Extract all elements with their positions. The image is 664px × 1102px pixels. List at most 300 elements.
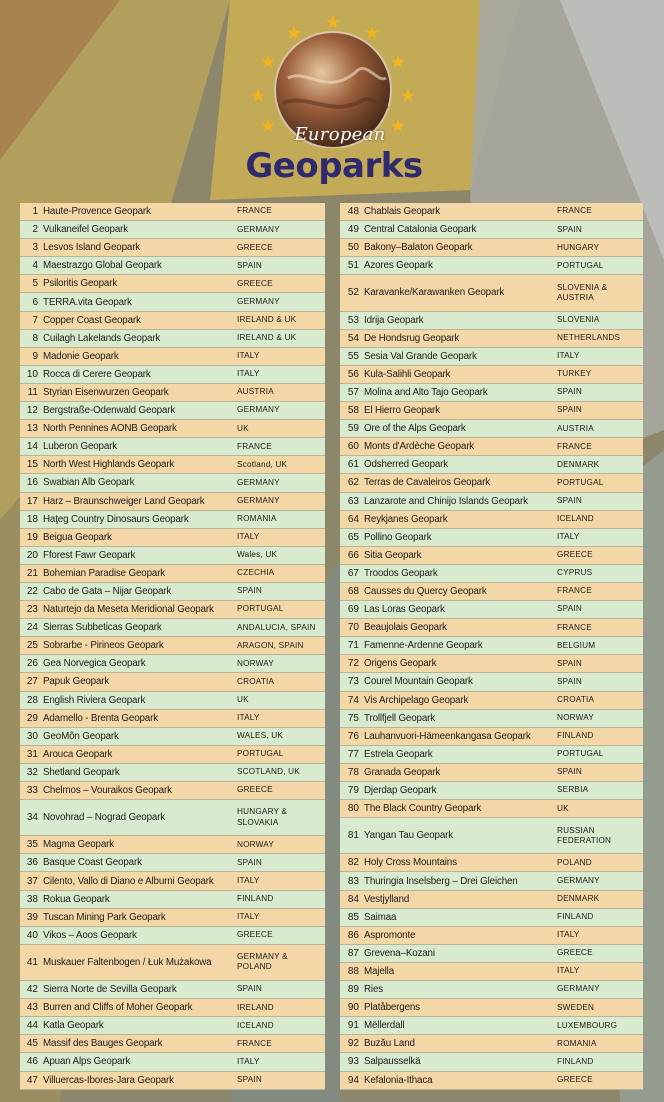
table-row (340, 275, 643, 311)
geopark-name: Terras de Cavaleiros Geopark (364, 477, 490, 489)
geopark-number: 80 (347, 803, 359, 815)
table-row (340, 348, 643, 366)
geopark-number: 50 (347, 242, 359, 254)
geopark-country: SWEDEN (557, 1002, 595, 1012)
table-row (340, 637, 643, 655)
geopark-number: 87 (347, 947, 359, 959)
table-row (340, 1053, 643, 1071)
geopark-country: NETHERLANDS (557, 333, 621, 343)
geopark-name: Arouca Geopark (43, 748, 113, 760)
geopark-name: Majella (364, 965, 394, 977)
geopark-name: Pollino Geopark (364, 531, 432, 543)
geopark-number: 72 (347, 658, 359, 670)
geopark-number: 89 (347, 984, 359, 996)
table-row (20, 1035, 325, 1053)
geopark-name: Djerdap Geopark (364, 785, 437, 797)
geopark-country: GREECE (237, 785, 273, 795)
geopark-country: FINLAND (557, 731, 594, 741)
geopark-country: ROMANIA (557, 1038, 597, 1048)
geopark-number: 59 (347, 423, 359, 435)
geopark-number: 25 (26, 640, 38, 652)
table-row (20, 456, 325, 474)
geopark-name: Sierras Subbeticas Geopark (43, 622, 162, 634)
geopark-number: 78 (347, 766, 359, 778)
table-row (20, 692, 325, 710)
geopark-number: 41 (26, 956, 38, 968)
geopark-name: Magma Geopark (43, 839, 115, 851)
table-row (20, 655, 325, 673)
geopark-number: 71 (347, 640, 359, 652)
table-row (20, 420, 325, 438)
geopark-country: FRANCE (237, 206, 272, 216)
geopark-number: 94 (347, 1074, 359, 1086)
geopark-country: ITALY (557, 351, 580, 361)
geopark-name: Grevena–Kozani (364, 947, 435, 959)
geopark-number: 5 (32, 278, 38, 290)
geopark-country: ITALY (237, 1056, 260, 1066)
table-row (340, 818, 643, 854)
geopark-country: GERMANY (557, 984, 600, 994)
geopark-country: PORTUGAL (237, 749, 284, 759)
geopark-number: 2 (32, 224, 38, 236)
table-row (20, 673, 325, 691)
table-row (20, 782, 325, 800)
geopark-number: 73 (347, 676, 359, 688)
geopark-country: PORTUGAL (557, 260, 604, 270)
geopark-name: Molina and Alto Tajo Geopark (364, 386, 488, 398)
geopark-name: Villuercas-Ibores-Jara Geopark (43, 1074, 174, 1086)
table-row (340, 692, 643, 710)
geopark-name: Saimaa (364, 911, 397, 923)
table-row (340, 1035, 643, 1053)
geopark-number: 42 (26, 984, 38, 996)
table-row (20, 764, 325, 782)
geopark-number: 93 (347, 1056, 359, 1068)
table-row (340, 456, 643, 474)
geopark-name: Vis Archipelago Geopark (364, 694, 469, 706)
geopark-name: Madonie Geopark (43, 350, 119, 362)
geopark-country: SPAIN (557, 495, 582, 505)
geopark-country: FRANCE (557, 586, 592, 596)
table-row (20, 474, 325, 492)
geopark-country: NORWAY (557, 713, 594, 723)
geopark-number: 16 (26, 477, 38, 489)
table-row (20, 275, 325, 293)
geopark-number: 18 (26, 513, 38, 525)
geopark-country: ITALY (237, 912, 260, 922)
geopark-number: 84 (347, 893, 359, 905)
geopark-name: Yangan Tau Geopark (364, 830, 453, 842)
geopark-name: Platåbergens (364, 1002, 420, 1014)
geopark-country: BELGIUM (557, 640, 596, 650)
table-row (20, 402, 325, 420)
geopark-name: Haute-Provence Geopark (43, 206, 151, 218)
geopark-number: 23 (26, 604, 38, 616)
geopark-country: FRANCE (237, 1038, 272, 1048)
geopark-country: GERMANY (237, 405, 280, 415)
geopark-number: 34 (26, 812, 38, 824)
geopark-number: 57 (347, 386, 359, 398)
geopark-number: 6 (32, 296, 38, 308)
geopark-list-right (340, 203, 643, 1090)
geopark-number: 43 (26, 1002, 38, 1014)
geopark-name: Thuringia Inselsberg – Drei Gleichen (364, 875, 518, 887)
table-row (20, 981, 325, 999)
geopark-name: Rokua Geopark (43, 893, 110, 905)
geopark-number: 75 (347, 712, 359, 724)
geopark-number: 21 (26, 567, 38, 579)
geopark-number: 70 (347, 622, 359, 634)
table-row (340, 728, 643, 746)
geopark-name: Fforest Fawr Geopark (43, 549, 136, 561)
geopark-country: CZECHIA (237, 568, 275, 578)
table-row (20, 239, 325, 257)
geopark-name: Famenne-Ardenne Geopark (364, 640, 483, 652)
geopark-number: 4 (32, 260, 38, 272)
geopark-number: 19 (26, 531, 38, 543)
geopark-name: Beigua Geopark (43, 531, 112, 543)
table-row (20, 891, 325, 909)
table-row (20, 836, 325, 854)
geopark-country: NORWAY (237, 658, 274, 668)
geopark-name: Rocca di Cerere Geopark (43, 368, 151, 380)
table-row (20, 945, 325, 981)
table-row (340, 257, 643, 275)
geopark-name: Chelmos – Vouraikos Geopark (43, 785, 172, 797)
geopark-name: Ore of the Alps Geopark (364, 423, 466, 435)
geopark-country: CROATIA (557, 694, 595, 704)
geopark-number: 26 (26, 658, 38, 670)
geopark-name: Shetland Geopark (43, 766, 120, 778)
table-row (340, 420, 643, 438)
geopark-country: UK (237, 423, 249, 433)
european-geoparks-logo (238, 8, 438, 198)
geopark-country: ARAGON, SPAIN (237, 640, 304, 650)
table-row (340, 239, 643, 257)
geopark-number: 48 (347, 206, 359, 218)
geopark-name: Adamello - Brenta Geopark (43, 712, 158, 724)
geopark-number: 74 (347, 694, 359, 706)
geopark-country: NORWAY (237, 839, 274, 849)
geopark-country: GERMANY (237, 477, 280, 487)
table-row (20, 583, 325, 601)
geopark-country: SPAIN (557, 604, 582, 614)
table-row (340, 854, 643, 872)
geopark-name: Swabian Alb Geopark (43, 477, 135, 489)
table-row (340, 999, 643, 1017)
geopark-name: El Hierro Geopark (364, 405, 440, 417)
geopark-country: ITALY (237, 351, 260, 361)
table-row (340, 619, 643, 637)
geopark-number: 55 (347, 350, 359, 362)
table-row (20, 330, 325, 348)
table-row (20, 257, 325, 275)
table-row (340, 710, 643, 728)
geopark-number: 36 (26, 857, 38, 869)
geopark-name: Sitia Geopark (364, 549, 422, 561)
geopark-number: 29 (26, 712, 38, 724)
table-row (340, 474, 643, 492)
geopark-name: Salpausselkä (364, 1056, 421, 1068)
geopark-name: Las Loras Geopark (364, 604, 445, 616)
geopark-name: Buzău Land (364, 1038, 415, 1050)
geopark-country: FRANCE (557, 206, 592, 216)
geopark-number: 9 (32, 350, 38, 362)
geopark-name: Ries (364, 984, 383, 996)
table-row (20, 800, 325, 836)
table-row (340, 438, 643, 456)
geopark-country: SLOVENIA & AUSTRIA (557, 282, 608, 302)
geopark-number: 12 (26, 405, 38, 417)
table-row (340, 547, 643, 565)
geopark-number: 58 (347, 405, 359, 417)
table-row (340, 945, 643, 963)
logo-word-european: European (294, 124, 386, 145)
geopark-name: Courel Mountain Geopark (364, 676, 473, 688)
table-row (20, 601, 325, 619)
geopark-name: Psiloritis Geopark (43, 278, 118, 290)
geopark-country: Wales, UK (237, 550, 278, 560)
geopark-name: Maestrazgo Global Geopark (43, 260, 162, 272)
geopark-name: Tuscan Mining Park Geopark (43, 911, 166, 923)
geopark-number: 77 (347, 748, 359, 760)
geopark-name: Origens Geopark (364, 658, 437, 670)
geopark-country: CYPRUS (557, 568, 593, 578)
geopark-number: 85 (347, 911, 359, 923)
geopark-country: FRANCE (557, 441, 592, 451)
geopark-country: ROMANIA (237, 514, 277, 524)
geopark-country: SPAIN (557, 224, 582, 234)
geopark-country: SPAIN (237, 586, 262, 596)
geopark-country: FINLAND (557, 912, 594, 922)
geopark-country: HUNGARY (557, 242, 600, 252)
table-row (20, 872, 325, 890)
geopark-number: 82 (347, 857, 359, 869)
geopark-number: 69 (347, 604, 359, 616)
table-row (340, 800, 643, 818)
geopark-name: Kefalonia-Ithaca (364, 1074, 433, 1086)
geopark-name: Estrela Geopark (364, 748, 433, 760)
geopark-country: GREECE (237, 278, 273, 288)
geopark-country: ICELAND (237, 1020, 274, 1030)
geopark-country: GREECE (237, 242, 273, 252)
table-row (340, 891, 643, 909)
table-row (20, 999, 325, 1017)
geopark-number: 24 (26, 622, 38, 634)
geopark-number: 64 (347, 513, 359, 525)
geopark-name: De Hondsrug Geopark (364, 332, 460, 344)
table-row (340, 746, 643, 764)
table-row (340, 782, 643, 800)
geopark-number: 11 (27, 386, 38, 398)
table-row (340, 764, 643, 782)
geopark-name: Azores Geopark (364, 260, 433, 272)
table-row (20, 909, 325, 927)
geopark-country: ICELAND (557, 514, 594, 524)
geopark-country: UK (557, 803, 569, 813)
geopark-country: IRELAND (237, 1002, 274, 1012)
geopark-country: GREECE (557, 1074, 593, 1084)
table-row (340, 402, 643, 420)
geopark-number: 46 (26, 1056, 38, 1068)
geopark-number: 27 (26, 676, 38, 688)
geopark-number: 60 (347, 441, 359, 453)
geopark-country: ITALY (237, 532, 260, 542)
geopark-name: Aspromonte (364, 929, 416, 941)
geopark-country: GERMANY (237, 224, 280, 234)
geopark-number: 31 (26, 748, 38, 760)
geopark-country: SERBIA (557, 785, 589, 795)
geopark-number: 3 (32, 242, 38, 254)
geopark-name: Lesvos Island Geopark (43, 242, 141, 254)
geopark-name: Novohrad – Nograd Geopark (43, 812, 166, 824)
logo-word-geoparks: Geoparks (245, 146, 423, 186)
table-row (20, 384, 325, 402)
geopark-number: 37 (26, 875, 38, 887)
geopark-number: 17 (26, 495, 38, 507)
geopark-number: 81 (347, 830, 359, 842)
geopark-country: SPAIN (237, 1074, 262, 1084)
table-row (340, 511, 643, 529)
table-row (20, 565, 325, 583)
geopark-number: 7 (32, 314, 38, 326)
geopark-name: Katla Geopark (43, 1020, 104, 1032)
geopark-country: DENMARK (557, 893, 600, 903)
geopark-country: SLOVENIA (557, 314, 600, 324)
geopark-country: UK (237, 694, 249, 704)
geopark-number: 91 (347, 1020, 359, 1032)
geopark-name: Reykjanes Geopark (364, 513, 448, 525)
geopark-number: 47 (26, 1074, 38, 1086)
geopark-country: HUNGARY & SLOVAKIA (237, 807, 288, 827)
geopark-country: SCOTLAND, UK (237, 767, 300, 777)
table-row (340, 1072, 643, 1090)
geopark-name: Lanzarote and Chinijo Islands Geopark (364, 495, 528, 507)
geopark-number: 15 (26, 459, 38, 471)
geopark-name: Muskauer Faltenbogen / Łuk Mużakowa (43, 956, 212, 968)
table-row (340, 981, 643, 999)
geopark-number: 1 (32, 206, 38, 218)
geopark-name: Gea Norvegica Geopark (43, 658, 146, 670)
geopark-name: Apuan Alps Geopark (43, 1056, 131, 1068)
geopark-country: TURKEY (557, 369, 592, 379)
table-row (340, 673, 643, 691)
geopark-name: Odsherred Geopark (364, 459, 449, 471)
geopark-name: TERRA.vita Geopark (43, 296, 132, 308)
geopark-country: ITALY (237, 713, 260, 723)
geopark-number: 40 (26, 929, 38, 941)
geopark-number: 13 (26, 423, 38, 435)
geopark-number: 90 (347, 1002, 359, 1014)
geopark-country: SPAIN (237, 984, 262, 994)
table-row (340, 583, 643, 601)
geopark-name: Trollfjell Geopark (364, 712, 435, 724)
geopark-country: ITALY (557, 966, 580, 976)
geopark-number: 63 (347, 495, 359, 507)
table-row (340, 655, 643, 673)
geopark-country: FINLAND (237, 893, 274, 903)
geopark-number: 56 (347, 368, 359, 380)
geopark-country: LUXEMBOURG (557, 1020, 618, 1030)
geopark-country: GERMANY (557, 875, 600, 885)
table-row (20, 438, 325, 456)
geopark-country: AUSTRIA (557, 423, 594, 433)
table-row (20, 619, 325, 637)
table-row (340, 330, 643, 348)
table-row (20, 927, 325, 945)
geopark-country: SPAIN (237, 857, 262, 867)
geopark-number: 8 (32, 332, 38, 344)
geopark-name: Chablais Geopark (364, 206, 441, 218)
geopark-country: WALES, UK (237, 731, 284, 741)
geopark-name: Copper Coast Geopark (43, 314, 141, 326)
geopark-number: 65 (347, 531, 359, 543)
geopark-name: Bergstraße-Odenwald Geopark (43, 405, 176, 417)
table-row (340, 909, 643, 927)
geopark-number: 30 (26, 730, 38, 742)
table-row (20, 1072, 325, 1090)
geopark-name: North West Highlands Geopark (43, 459, 175, 471)
geopark-name: Vestjylland (364, 893, 410, 905)
table-row (340, 872, 643, 890)
geopark-name: The Black Country Geopark (364, 803, 482, 815)
geopark-country: SPAIN (557, 387, 582, 397)
geopark-name: Kula-Salihli Geopark (364, 368, 451, 380)
geopark-number: 62 (347, 477, 359, 489)
geopark-number: 20 (26, 549, 38, 561)
table-row (340, 384, 643, 402)
geopark-name: Karavanke/Karawanken Geopark (364, 287, 505, 299)
geopark-name: Granada Geopark (364, 766, 441, 778)
geopark-name: Haţeg Country Dinosaurs Geopark (43, 513, 189, 525)
geopark-name: Bohemian Paradise Geopark (43, 567, 166, 579)
geopark-name: Mëllerdall (364, 1020, 405, 1032)
geopark-country: ITALY (557, 532, 580, 542)
table-row (20, 493, 325, 511)
table-row (340, 221, 643, 239)
table-row (20, 547, 325, 565)
geopark-name: Naturtejo da Meseta Meridional Geopark (43, 604, 214, 616)
geopark-number: 39 (26, 911, 38, 923)
geopark-country: IRELAND & UK (237, 314, 297, 324)
geopark-country: DENMARK (557, 459, 600, 469)
geopark-name: Sesia Val Grande Geopark (364, 350, 477, 362)
table-row (20, 637, 325, 655)
geopark-country: SPAIN (557, 767, 582, 777)
geopark-country: IRELAND & UK (237, 333, 297, 343)
geopark-name: Massif des Bauges Geopark (43, 1038, 163, 1050)
geopark-number: 22 (26, 586, 38, 598)
geopark-number: 28 (26, 694, 38, 706)
geopark-name: Cilento, Vallo di Diano e Alburni Geopark (43, 875, 214, 887)
geopark-number: 68 (347, 586, 359, 598)
geopark-number: 79 (347, 785, 359, 797)
geopark-country: SPAIN (557, 658, 582, 668)
geopark-country: Scotland, UK (237, 459, 288, 469)
geopark-number: 33 (26, 785, 38, 797)
geopark-name: North Pennines AONB Geopark (43, 423, 177, 435)
geopark-name: Luberon Geopark (43, 441, 118, 453)
table-row (340, 565, 643, 583)
table-row (20, 366, 325, 384)
geopark-number: 67 (347, 567, 359, 579)
geopark-name: Harz – Braunschweiger Land Geopark (43, 495, 205, 507)
table-row (340, 312, 643, 330)
table-row (340, 601, 643, 619)
table-row (340, 1017, 643, 1035)
table-row (340, 493, 643, 511)
table-row (20, 854, 325, 872)
